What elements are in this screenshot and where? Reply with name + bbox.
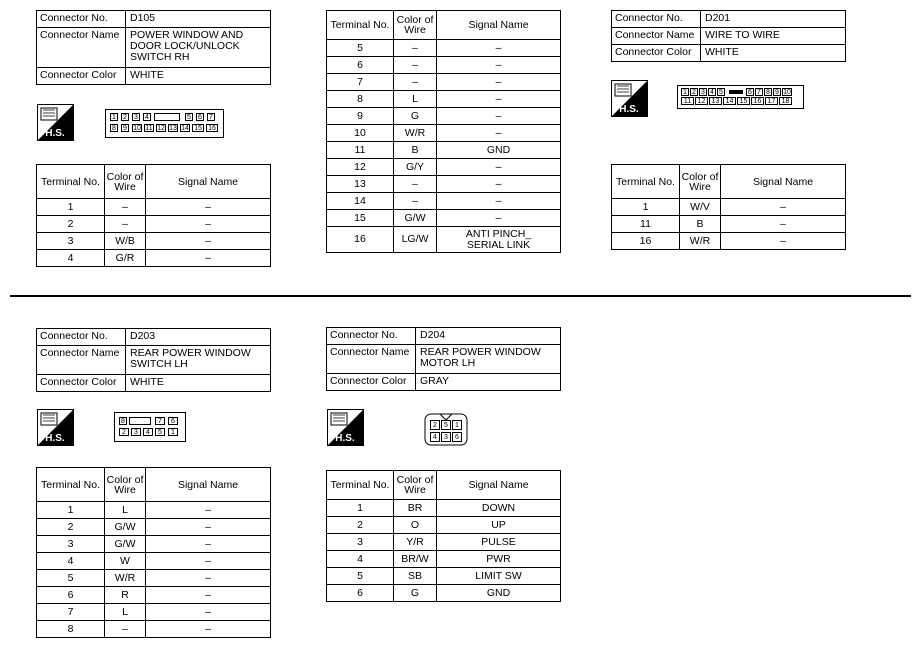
connector-color-value: GRAY (416, 374, 561, 391)
signal-cell: – (721, 233, 846, 250)
pin: 4 (143, 113, 151, 121)
wire-color-cell: W (105, 553, 146, 570)
signal-name-header: Signal Name (437, 11, 561, 40)
pin: 13 (169, 125, 177, 132)
pin: 1 (110, 113, 118, 121)
terminal-cell: 11 (327, 142, 394, 159)
wire-color-cell: O (394, 517, 437, 534)
wire-color-cell: G/W (105, 536, 146, 553)
connector-color-value: WHITE (701, 45, 846, 62)
pin: 7 (155, 417, 165, 425)
pin: 4 (143, 428, 153, 436)
pin: 16 (751, 97, 764, 105)
table-row (37, 604, 271, 621)
wire-color-cell: G (394, 585, 437, 602)
wire-color-cell: R (105, 587, 146, 604)
pin: 4 (708, 88, 716, 96)
wire-color-cell: BR/W (394, 551, 437, 568)
harness-side-icon (327, 409, 364, 446)
signal-name-header: Signal Name (437, 471, 561, 500)
terminal-cell: 6 (37, 587, 105, 604)
signal-cell: – (437, 159, 561, 176)
terminal-cell: 1 (327, 500, 394, 517)
wire-color-cell: W/R (680, 233, 721, 250)
harness-side-icon (37, 409, 74, 446)
terminal-cell: 2 (37, 216, 105, 233)
pin: 4 (430, 432, 440, 442)
color-of-wire-header: Color of Wire (394, 471, 437, 500)
d105-continued-terminal-table (326, 10, 561, 253)
table-row (327, 500, 561, 517)
connector-name-label: Connector Name (37, 346, 126, 375)
signal-cell: LIMIT SW (437, 568, 561, 585)
table-row (612, 216, 846, 233)
connector-name-label: Connector Name (37, 28, 126, 68)
table-row (327, 57, 561, 74)
pin: 5 (717, 88, 725, 96)
table-row (327, 74, 561, 91)
pin: 6 (452, 432, 462, 442)
terminal-cell: 7 (327, 74, 394, 91)
terminal-cell: 3 (37, 233, 105, 250)
pin: 5 (155, 428, 165, 436)
wire-color-cell: Y/R (394, 534, 437, 551)
wire-color-cell: – (105, 216, 146, 233)
table-row (327, 551, 561, 568)
table-row (327, 534, 561, 551)
terminal-cell: 5 (37, 570, 105, 587)
terminal-cell: 16 (327, 227, 394, 253)
wire-color-cell: – (394, 176, 437, 193)
pin: 17 (765, 97, 778, 105)
signal-cell: – (146, 536, 271, 553)
connector-key (154, 113, 180, 121)
pin: 9 (121, 124, 129, 132)
wire-color-cell: – (394, 74, 437, 91)
pin: 2 (121, 113, 129, 121)
table-row (37, 233, 271, 250)
pin: 14 (723, 97, 736, 105)
terminal-cell: 1 (37, 502, 105, 519)
wire-color-cell: – (394, 57, 437, 74)
pin: 3 (132, 113, 140, 121)
pin: 2 (690, 88, 698, 96)
wire-color-cell: W/R (394, 125, 437, 142)
terminal-cell: 1 (612, 199, 680, 216)
terminal-cell: 6 (327, 57, 394, 74)
connector-color-label: Connector Color (612, 45, 701, 62)
signal-cell: – (437, 40, 561, 57)
signal-cell: – (721, 216, 846, 233)
signal-cell: – (146, 604, 271, 621)
table-row (612, 199, 846, 216)
pin: 7 (207, 113, 215, 121)
table-row (37, 216, 271, 233)
d204-connector-face (424, 410, 468, 446)
pin: 1 (681, 88, 689, 96)
terminal-cell: 5 (327, 568, 394, 585)
d201-connector-face (677, 85, 804, 109)
pin: 13 (709, 97, 722, 105)
pin: 16 (206, 124, 218, 132)
signal-cell: – (146, 553, 271, 570)
hs-text: H.S. (335, 433, 355, 444)
connector-name-value: REAR POWER WINDOW SWITCH LH (126, 346, 271, 375)
terminal-cell: 3 (327, 534, 394, 551)
signal-cell: – (146, 587, 271, 604)
pin: 18 (779, 97, 792, 105)
terminal-no-header: Terminal No. (327, 11, 394, 40)
pin: 9 (773, 88, 781, 96)
pin: 11 (145, 125, 153, 132)
connector-color-value: WHITE (126, 68, 271, 85)
connector-color-label: Connector Color (327, 374, 416, 391)
terminal-cell: 6 (327, 585, 394, 602)
pin: 12 (695, 97, 708, 105)
pin: 2 (119, 428, 129, 436)
signal-cell: – (437, 91, 561, 108)
connector-no-value: D203 (126, 329, 271, 346)
terminal-cell: 7 (37, 604, 105, 621)
signal-cell: – (146, 519, 271, 536)
wire-color-cell: – (394, 40, 437, 57)
terminal-no-header: Terminal No. (37, 468, 105, 502)
table-row (37, 502, 271, 519)
signal-cell: – (721, 199, 846, 216)
terminal-cell: 5 (327, 40, 394, 57)
pin: 8 (119, 417, 127, 425)
terminal-cell: 4 (37, 553, 105, 570)
terminal-cell: 9 (327, 108, 394, 125)
connector-no-value: D201 (701, 11, 846, 28)
terminal-cell: 13 (327, 176, 394, 193)
signal-cell: PWR (437, 551, 561, 568)
d203-connector-info (36, 328, 271, 392)
terminal-cell: 16 (612, 233, 680, 250)
pin: 11 (681, 97, 694, 105)
wire-color-cell: B (680, 216, 721, 233)
terminal-cell: 2 (37, 519, 105, 536)
signal-cell: – (437, 125, 561, 142)
pin: 5 (185, 113, 193, 121)
pin: 10 (133, 125, 141, 132)
pin: 2 (430, 420, 440, 430)
signal-cell: UP (437, 517, 561, 534)
table-row (327, 40, 561, 57)
table-row (327, 125, 561, 142)
table-row (327, 193, 561, 210)
terminal-cell: 8 (37, 621, 105, 638)
terminal-cell: 14 (327, 193, 394, 210)
table-row (37, 587, 271, 604)
connector-no-label: Connector No. (612, 11, 701, 28)
connector-no-label: Connector No. (327, 328, 416, 345)
hs-text: H.S. (45, 128, 65, 139)
table-row (327, 176, 561, 193)
signal-cell: – (146, 621, 271, 638)
pin: 3 (441, 432, 451, 442)
terminal-cell: 1 (37, 199, 105, 216)
connector-key (129, 417, 151, 425)
connector-name-label: Connector Name (612, 28, 701, 45)
table-row (327, 568, 561, 585)
wire-color-cell: BR (394, 500, 437, 517)
signal-cell: – (146, 250, 271, 267)
harness-side-icon (611, 80, 648, 117)
table-row (37, 553, 271, 570)
wire-color-cell: L (105, 502, 146, 519)
signal-name-header: Signal Name (146, 468, 271, 502)
signal-cell: – (146, 199, 271, 216)
hs-text: H.S. (45, 433, 65, 444)
terminal-cell: 11 (612, 216, 680, 233)
connector-color-label: Connector Color (37, 375, 126, 392)
pin: 5 (441, 420, 451, 430)
signal-cell: – (437, 74, 561, 91)
signal-cell: – (437, 108, 561, 125)
wire-color-cell: L (394, 91, 437, 108)
connector-no-value: D105 (126, 11, 271, 28)
table-row (327, 585, 561, 602)
terminal-cell: 4 (37, 250, 105, 267)
wire-color-cell: W/B (105, 233, 146, 250)
pin: 14 (181, 125, 189, 132)
signal-cell: – (437, 57, 561, 74)
wire-color-cell: W/R (105, 570, 146, 587)
connector-no-value: D204 (416, 328, 561, 345)
wire-color-cell: LG/W (394, 227, 437, 253)
terminal-no-header: Terminal No. (37, 165, 105, 199)
signal-cell: PULSE (437, 534, 561, 551)
table-row (327, 91, 561, 108)
signal-cell: – (146, 216, 271, 233)
pin: 15 (192, 124, 204, 132)
signal-cell: GND (437, 585, 561, 602)
connector-name-value: POWER WINDOW AND DOOR LOCK/UNLOCK SWITCH RH (126, 28, 271, 68)
terminal-cell: 12 (327, 159, 394, 176)
connector-no-label: Connector No. (37, 329, 126, 346)
table-row (327, 108, 561, 125)
wire-color-cell: G/Y (394, 159, 437, 176)
connector-key (729, 90, 743, 94)
harness-side-icon (37, 104, 74, 141)
d105-connector-info (36, 10, 271, 85)
pin: 3 (699, 88, 707, 96)
signal-cell: – (437, 210, 561, 227)
connector-color-value: WHITE (126, 375, 271, 392)
terminal-cell: 8 (327, 91, 394, 108)
pin: 6 (196, 113, 204, 121)
terminal-cell: 15 (327, 210, 394, 227)
pin: 8 (110, 124, 118, 132)
signal-cell: – (146, 233, 271, 250)
table-row (327, 142, 561, 159)
d201-connector-info (611, 10, 846, 62)
wire-color-cell: L (105, 604, 146, 621)
connector-name-value: WIRE TO WIRE (701, 28, 846, 45)
terminal-no-header: Terminal No. (612, 165, 680, 199)
color-of-wire-header: Color of Wire (105, 165, 146, 199)
hs-text: H.S. (619, 104, 639, 115)
pin: 15 (737, 97, 750, 105)
wire-color-cell: – (105, 199, 146, 216)
terminal-no-header: Terminal No. (327, 471, 394, 500)
color-of-wire-header: Color of Wire (105, 468, 146, 502)
connector-name-label: Connector Name (327, 345, 416, 374)
wire-color-cell: SB (394, 568, 437, 585)
connector-name-value: REAR POWER WINDOW MOTOR LH (416, 345, 561, 374)
pin: 10 (783, 89, 791, 96)
table-row (327, 517, 561, 534)
wire-color-cell: – (105, 621, 146, 638)
wire-color-cell: G/W (394, 210, 437, 227)
pin: 6 (168, 417, 178, 425)
d203-connector-face (114, 412, 186, 442)
connector-color-label: Connector Color (37, 68, 126, 85)
signal-name-header: Signal Name (146, 165, 271, 199)
d105-terminal-table (36, 164, 271, 267)
table-row (37, 250, 271, 267)
d204-connector-info (326, 327, 561, 391)
d201-terminal-table (611, 164, 846, 250)
terminal-cell: 4 (327, 551, 394, 568)
table-row (37, 536, 271, 553)
pin: 12 (157, 125, 165, 132)
wire-color-cell: G/R (105, 250, 146, 267)
pin: 1 (452, 420, 462, 430)
signal-cell: – (437, 176, 561, 193)
signal-cell: DOWN (437, 500, 561, 517)
table-row (37, 199, 271, 216)
table-row (37, 621, 271, 638)
table-row (327, 210, 561, 227)
table-row (37, 570, 271, 587)
wire-color-cell: G (394, 108, 437, 125)
color-of-wire-header: Color of Wire (394, 11, 437, 40)
pin: 7 (755, 88, 763, 96)
table-row (612, 233, 846, 250)
signal-cell: ANTI PINCH_ SERIAL LINK (437, 227, 561, 253)
wire-color-cell: B (394, 142, 437, 159)
terminal-cell: 2 (327, 517, 394, 534)
signal-cell: GND (437, 142, 561, 159)
pin: 6 (746, 88, 754, 96)
d105-connector-face (105, 109, 224, 138)
terminal-cell: 3 (37, 536, 105, 553)
table-row (37, 519, 271, 536)
terminal-cell: 10 (327, 125, 394, 142)
table-row (327, 227, 561, 253)
wire-color-cell: G/W (105, 519, 146, 536)
signal-cell: – (146, 570, 271, 587)
section-divider (10, 295, 911, 297)
signal-cell: – (437, 193, 561, 210)
signal-name-header: Signal Name (721, 165, 846, 199)
wire-color-cell: W/V (680, 199, 721, 216)
d204-terminal-table (326, 470, 561, 602)
signal-cell: – (146, 502, 271, 519)
wire-color-cell: – (394, 193, 437, 210)
pin: 3 (131, 428, 141, 436)
pin: 8 (764, 88, 772, 96)
connector-no-label: Connector No. (37, 11, 126, 28)
pin: 1 (168, 428, 178, 436)
d203-terminal-table (36, 467, 271, 638)
color-of-wire-header: Color of Wire (680, 165, 721, 199)
table-row (327, 159, 561, 176)
